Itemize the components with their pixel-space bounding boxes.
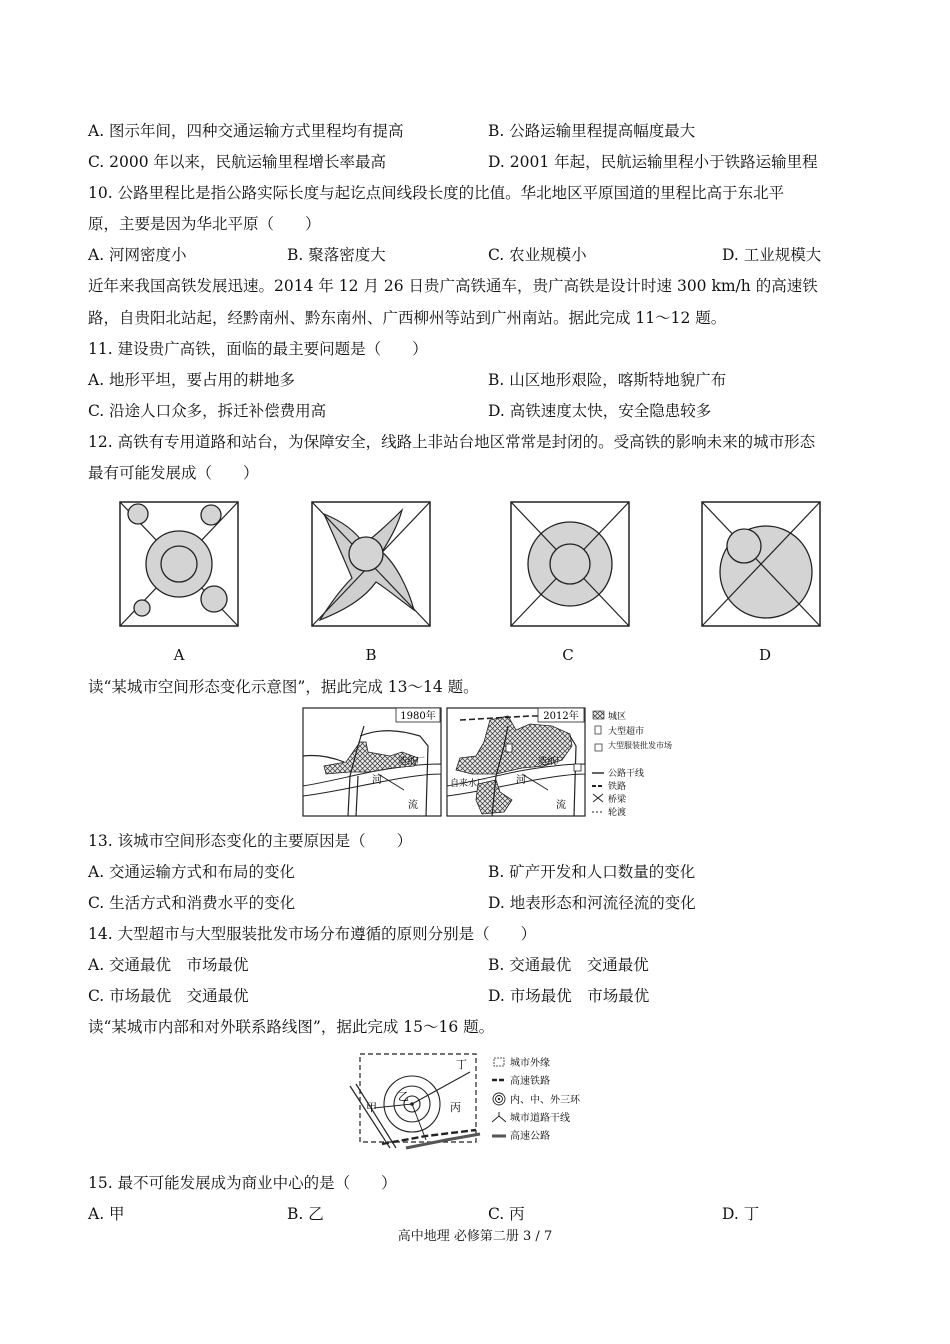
figure-label-b: B	[365, 646, 377, 664]
q9-option-b: B. 公路运输里程提高幅度最大	[488, 122, 696, 140]
q15-option-d: D. 丁	[722, 1205, 760, 1223]
passage-line-2: 路，自贵阳北站起，经黔南州、黔东南州、广西柳州等站到广州南站。据此完成 11～12 题。	[88, 309, 727, 327]
route-label-bing: 丙	[450, 1101, 461, 1114]
q14-stem: 14. 大型超市与大型服装批发市场分布遵循的原则分别是（ ）	[88, 925, 537, 943]
urban-form-figure-b	[310, 500, 432, 628]
map-year-1980: 1980年	[400, 711, 436, 722]
q12-stem-1: 12. 高铁有专用道路和站台，为保障安全，线路上非站台地区常常是封闭的。受高铁的影响未来的城市形态	[88, 433, 816, 451]
map-river-he-left: 河	[372, 775, 382, 786]
route-label-jia: 甲	[366, 1101, 377, 1114]
q13-option-b: B. 矿产开发和人口数量的变化	[488, 863, 696, 881]
q15-option-b: B. 乙	[287, 1205, 324, 1223]
q11-stem: 11. 建设贵广高铁，面临的最主要问题是（ ）	[88, 340, 428, 358]
q11-option-a: A. 地形平坦，要占用的耕地多	[88, 371, 296, 389]
q13-option-a: A. 交通运输方式和布局的变化	[88, 863, 296, 881]
q10-stem-2: 原，主要是因为华北平原（ ）	[88, 215, 321, 233]
q10-option-b: B. 聚落密度大	[287, 246, 386, 264]
legend-high-speed-rail: 高速铁路	[510, 1076, 550, 1087]
q15-option-c: C. 丙	[488, 1205, 525, 1223]
q11-option-c: C. 沿途人口众多，拆迁补偿费用高	[88, 402, 327, 420]
legend-urban-area: 城区	[608, 712, 627, 722]
legend-supermarket: 大型超市	[608, 727, 645, 737]
map-place-water: 自来水厂	[450, 779, 487, 789]
city-route-map	[346, 1048, 600, 1148]
urban-form-figure-a	[118, 500, 240, 628]
q10-stem-1: 10. 公路里程比是指公路实际长度与起讫点间线段长度的比值。华北地区平原国道的里程比高于东北平	[88, 184, 785, 202]
q15-stem: 15. 最不可能发展成为商业中心的是（ ）	[88, 1174, 397, 1192]
urban-form-figure-c	[509, 500, 631, 628]
legend-city-edge: 城市外缘	[510, 1058, 550, 1069]
legend-three-rings: 内、中、外三环	[510, 1095, 580, 1106]
q9-option-a: A. 图示年间，四种交通运输方式里程均有提高	[88, 122, 404, 140]
intro-13-14: 读“某城市空间形态变化示意图”，据此完成 13～14 题。	[88, 678, 479, 696]
page-footer: 高中地理 必修第二册 3 / 7	[397, 1229, 553, 1244]
map-river-liu-right: 流	[556, 800, 566, 811]
q9-option-d: D. 2001 年起，民航运输里程小于铁路运输里程	[488, 153, 818, 171]
q13-option-d: D. 地表形态和河流径流的变化	[488, 894, 696, 912]
map-river-liu-left: 流	[408, 800, 418, 811]
supermarket-marker	[506, 744, 512, 752]
city-form-change-map	[300, 706, 672, 820]
q13-option-c: C. 生活方式和消费水平的变化	[88, 894, 296, 912]
legend-railway: 铁路	[608, 782, 627, 792]
q14-option-c: C. 市场最优 交通最优	[88, 987, 249, 1005]
wholesale-market-marker	[574, 764, 581, 771]
legend-bridge: 桥梁	[608, 795, 627, 805]
q14-option-b: B. 交通最优 交通最优	[488, 956, 649, 974]
q10-option-d: D. 工业规模大	[722, 246, 822, 264]
map-place-textile-left: 造纸厂	[398, 757, 426, 767]
q13-stem: 13. 该城市空间形态变化的主要原因是（ ）	[88, 832, 413, 850]
legend-wholesale: 大型服装批发市场	[608, 741, 672, 750]
q14-option-a: A. 交通最优 市场最优	[88, 956, 249, 974]
legend-urban-trunk-road: 城市道路干线	[510, 1113, 570, 1124]
legend-ferry: 轮渡	[608, 808, 627, 818]
map-place-textile-right: 造纸厂	[538, 757, 566, 767]
q9-option-c: C. 2000 年以来，民航运输里程增长率最高	[88, 153, 387, 171]
q14-option-d: D. 市场最优 市场最优	[488, 987, 650, 1005]
legend-expressway: 高速公路	[510, 1131, 550, 1142]
q12-stem-2: 最有可能发展成（ ）	[88, 464, 259, 482]
figure-label-d: D	[758, 646, 772, 664]
q10-option-a: A. 河网密度小	[88, 246, 187, 264]
intro-15-16: 读“某城市内部和对外联系路线图”，据此完成 15～16 题。	[88, 1018, 495, 1036]
figure-label-a: A	[173, 646, 185, 664]
q11-option-b: B. 山区地形艰险，喀斯特地貌广布	[488, 371, 727, 389]
q11-option-d: D. 高铁速度太快，安全隐患较多	[488, 402, 712, 420]
route-label-ding: 丁	[456, 1058, 467, 1071]
map-river-he-right: 河	[516, 775, 526, 786]
figure-label-c: C	[562, 646, 574, 664]
map-year-2012: 2012年	[543, 711, 579, 722]
passage-line-1: 近年来我国高铁发展迅速。2014 年 12 月 26 日贵广高铁通车，贵广高铁是设计时速 300 km/h 的高速铁	[88, 277, 818, 295]
q15-option-a: A. 甲	[88, 1205, 125, 1223]
legend-highway: 公路干线	[608, 769, 645, 779]
route-label-yi: 乙	[398, 1090, 409, 1103]
urban-form-figure-d	[700, 500, 822, 628]
q10-option-c: C. 农业规模小	[488, 246, 587, 264]
